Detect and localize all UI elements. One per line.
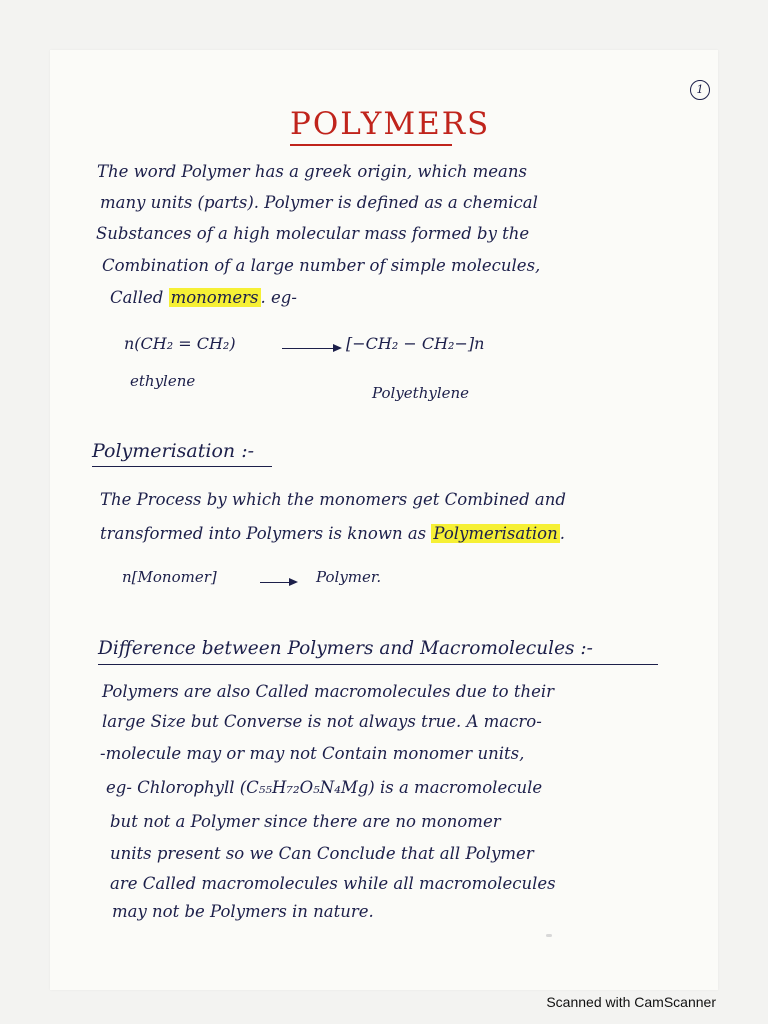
equation-product: [−CH₂ − CH₂−]n [346, 334, 485, 353]
difference-line-8: may not be Polymers in nature. [112, 902, 374, 921]
difference-heading: Difference between Polymers and Macromolecules :- [98, 638, 593, 659]
difference-line-1: Polymers are also Called macromolecules due to their [102, 682, 555, 701]
intro-last-suffix: . eg- [260, 288, 297, 307]
polymerisation-line-2 [100, 524, 565, 543]
polymerisation-heading: Polymerisation :- [92, 440, 255, 462]
intro-line-3: Substances of a high molecular mass formed by the [96, 224, 530, 243]
intro-last-prefix: Called [110, 288, 164, 307]
polymerisation-eq-left: n[Monomer] [122, 568, 217, 586]
difference-line-5: but not a Polymer since there are no monomer [110, 812, 501, 831]
equation-reactant: n(CH₂ = CH₂) [124, 334, 236, 353]
scan-speck [546, 934, 552, 937]
intro-line-4: Combination of a large number of simple molecules, [102, 256, 541, 275]
polymerisation-eq-right: Polymer. [316, 568, 382, 586]
product-label: Polyethylene [372, 384, 470, 402]
intro-line-1: The word Polymer has a greek origin, which means [97, 162, 527, 181]
intro-line-2: many units (parts). Polymer is defined as a chemical [100, 193, 538, 212]
page-number: 1 [690, 80, 710, 100]
difference-line-6: units present so we Can Conclude that all Polymer [110, 844, 534, 863]
difference-heading-underline [98, 664, 658, 665]
scanned-page [50, 50, 718, 990]
difference-line-2: large Size but Converse is not always true. A macro- [102, 712, 542, 731]
page-title: POLYMERS [290, 106, 491, 142]
reaction-arrow [282, 348, 340, 349]
intro-line-5 [110, 288, 297, 307]
polymerisation-arrow [260, 582, 296, 583]
difference-line-4: eg- Chlorophyll (C₅₅H₇₂O₅N₄Mg) is a macromolecule [106, 778, 543, 797]
title-underline [290, 144, 452, 146]
polymerisation-heading-underline [92, 466, 272, 467]
monomers-highlight: monomers [170, 288, 259, 307]
difference-line-7: are Called macromolecules while all macromolecules [110, 874, 556, 893]
scanner-watermark: Scanned with CamScanner [546, 994, 716, 1010]
polymerisation-line-1: The Process by which the monomers get Combined and [100, 490, 566, 509]
reactant-label: ethylene [130, 372, 196, 390]
polymerisation-highlight: Polymerisation [433, 524, 558, 543]
polymerisation-line-2-prefix: transformed into Polymers is known as [100, 524, 427, 543]
polymerisation-line-2-suffix: . [559, 524, 565, 543]
difference-line-3: -molecule may or may not Contain monomer units, [100, 744, 525, 763]
